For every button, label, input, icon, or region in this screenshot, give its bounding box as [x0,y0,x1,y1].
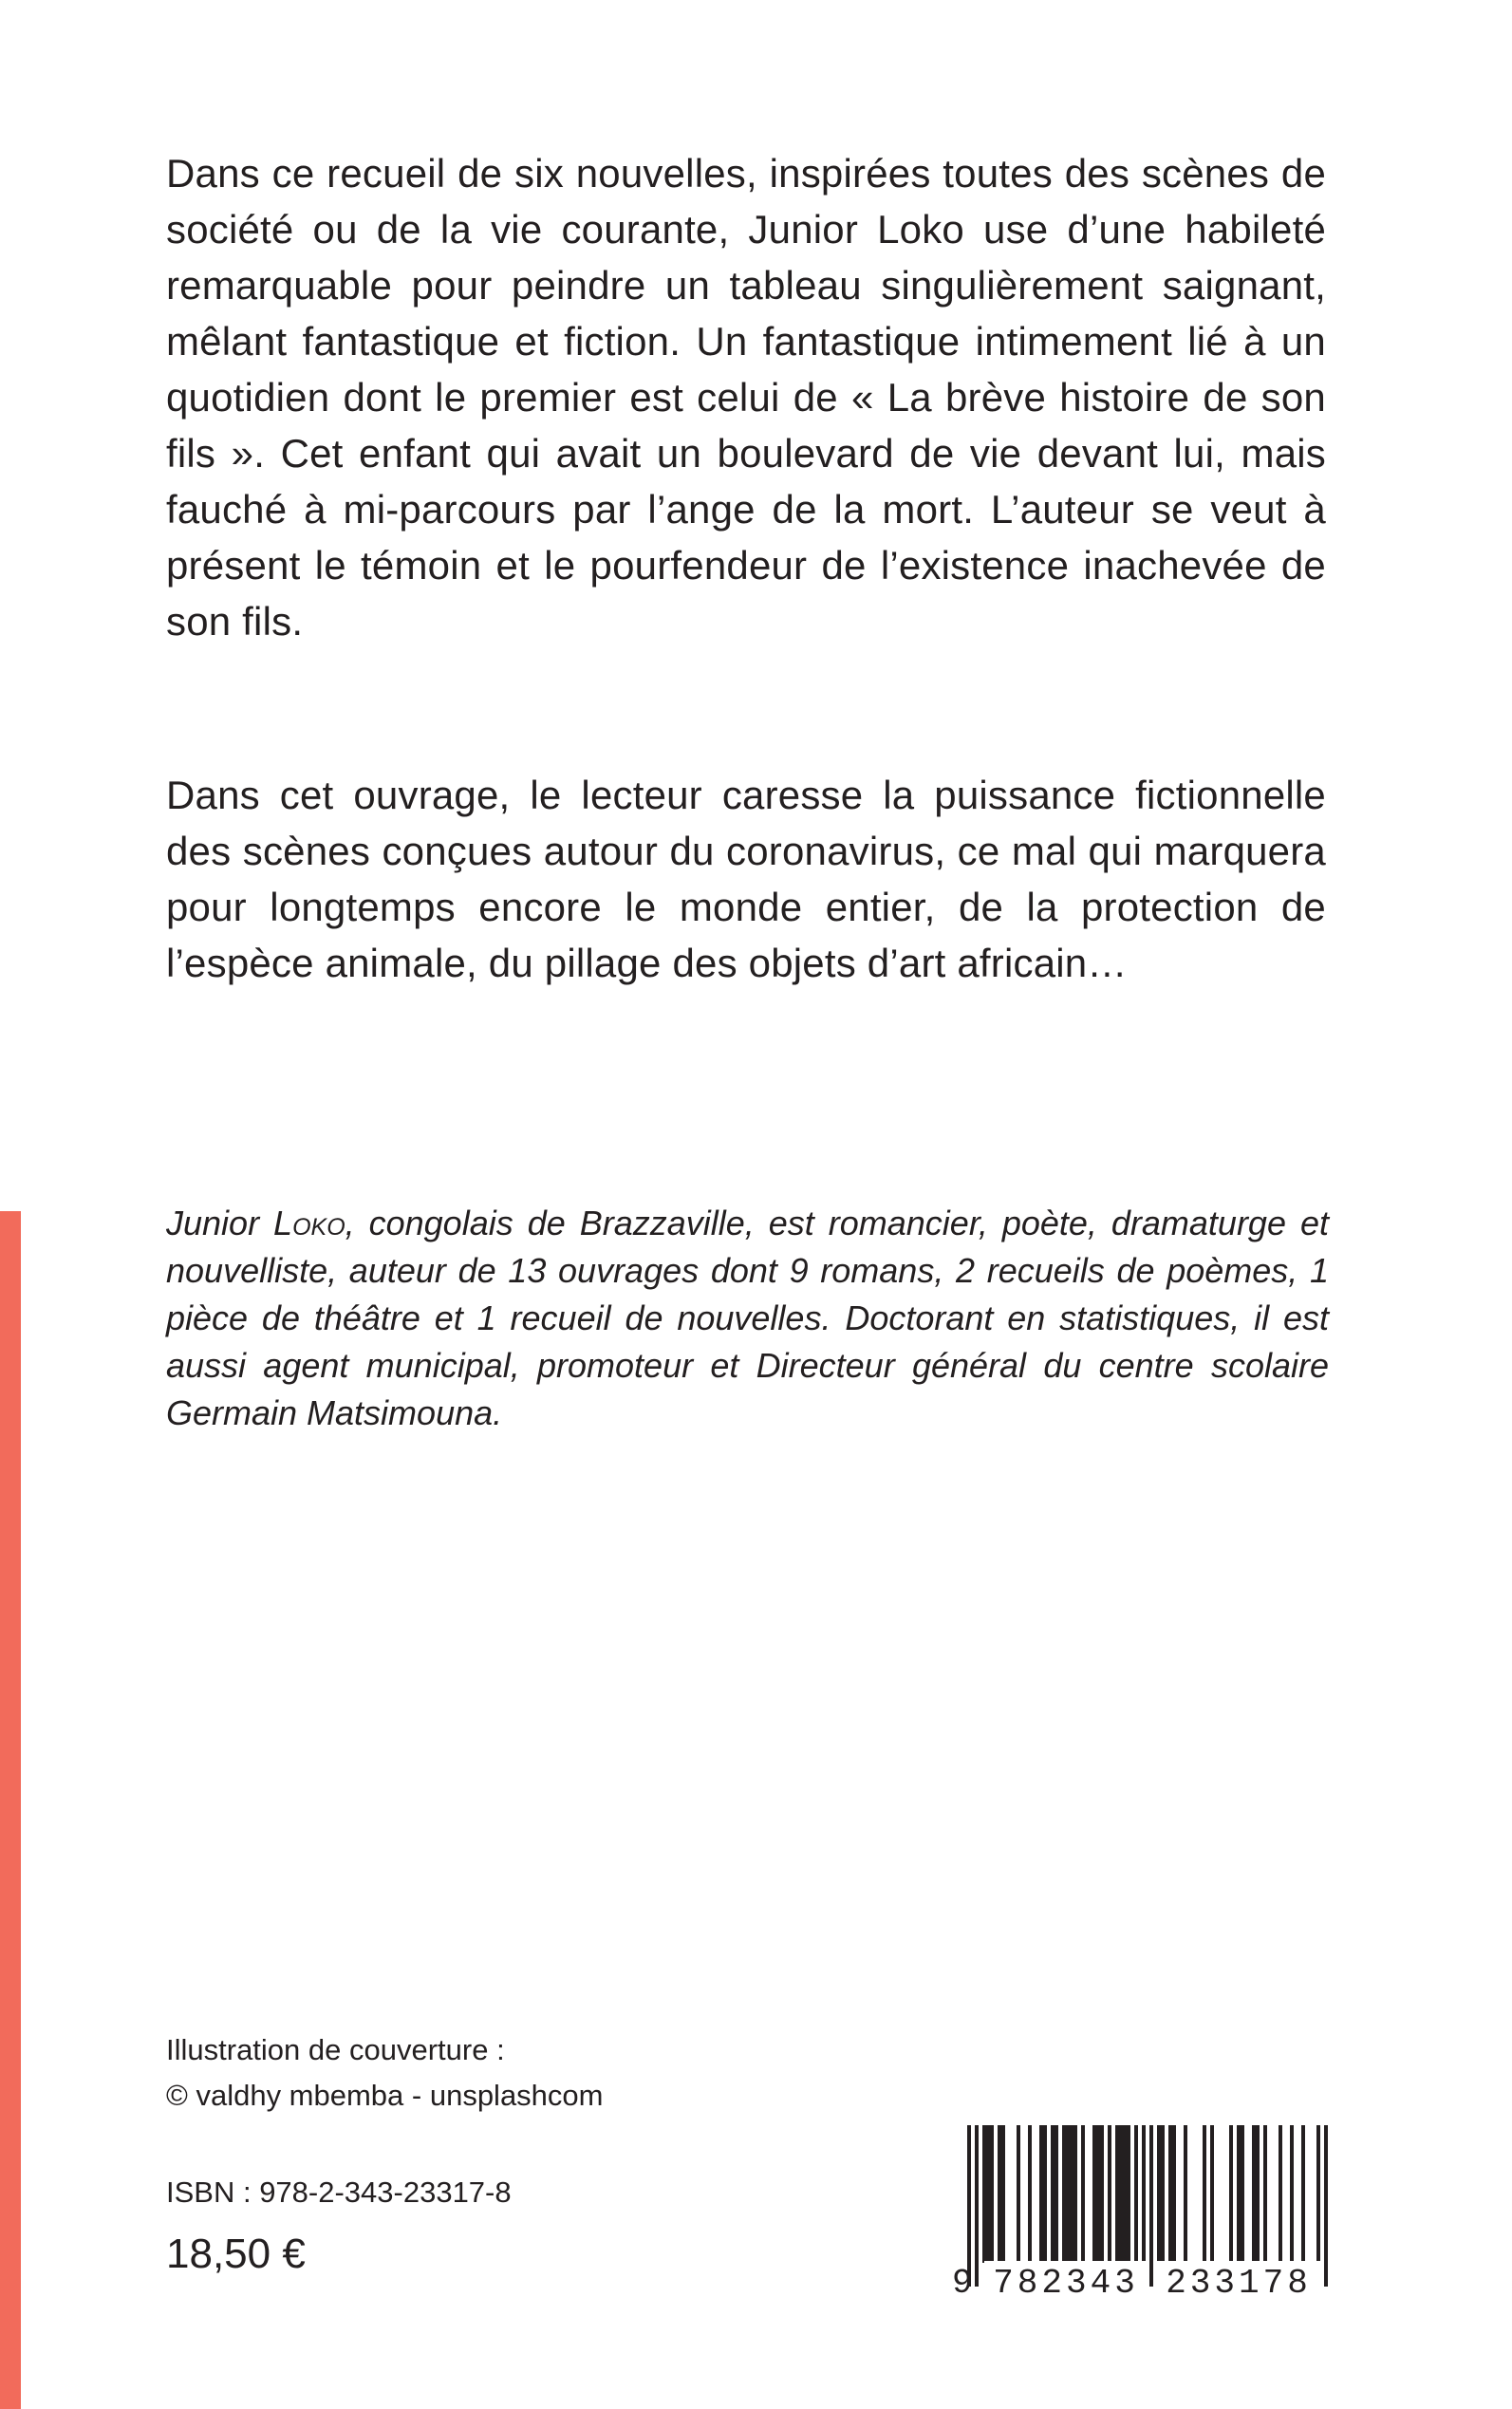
author-last-name: Loko [273,1204,345,1242]
blurb-paragraph-1: Dans ce recueil de six nouvelles, inspirées toutes des scènes de société ou de la vie courante, Junior Loko use d’une habileté remarquable pour peindre un tableau singulièrement saignant, mêlant fantastique et fiction. Un fantastique intimement lié à un quotidien dont le premier est celui de « La brève histoire de son fils ». Cet enfant qui avait un boulevard de vie devant lui, mais fauché à mi-parcours par l’ange de la mort. L’auteur se veut à présent le témoin et le pourfendeur de l’existence inachevée de son fils. [166,151,1326,644]
blurb-paragraph-2: Dans cet ouvrage, le lecteur caresse la puissance fictionnelle des scènes conçues autour du coronavirus, ce mal qui marquera pour longtemps encore le monde entier, de la protection de l’espèce animale, du pillage des objets d’art africain… [166,773,1326,985]
barcode-bar [1051,2125,1058,2263]
barcode-bar [1039,2125,1047,2263]
barcode-bar [1134,2125,1138,2263]
barcode-bar [1081,2125,1085,2263]
barcode-right-group: 233178 [1157,2261,1320,2306]
barcode-bar [998,2125,1005,2263]
barcode-bar [1092,2125,1104,2263]
barcode-lead-digit: 9 [952,2264,973,2303]
illustration-label: Illustration de couverture : [166,2033,505,2066]
barcode-bar [1028,2125,1032,2263]
barcode-bar [1184,2125,1187,2263]
barcode-bar [1229,2125,1233,2263]
barcode-bar [1115,2125,1130,2263]
author-bio-text: , congolais de Brazzaville, est romancier, poète, dramaturge et nouvelliste, auteur de 13 ouvrages dont 9 romans, 2 recueils de poèmes, 1 pièce de théâtre et 1 recueil de nouvelles. Doctorant en statistiques, il est aussi agent municipal, promoteur et Directeur général du centre scolaire Germain Matsimouna. [166,1204,1329,1432]
barcode-bar [1279,2125,1282,2263]
author-first-name: Junior [166,1204,260,1242]
barcode-bar [1263,2125,1267,2263]
cover-credits [166,2027,604,2119]
barcode-bar [1157,2125,1165,2263]
accent-bar [0,1211,21,2409]
barcode-bar [982,2125,994,2263]
barcode-bar [1210,2125,1214,2263]
barcode-bar [1290,2125,1294,2263]
barcode-bar [1108,2125,1111,2263]
barcode-bar [1017,2125,1020,2263]
illustration-credit: © valdhy mbemba - unsplashcom [166,2079,604,2112]
barcode-bar [1237,2125,1244,2263]
price: 18,50 € [166,2231,306,2277]
barcode-bar [1301,2125,1305,2263]
isbn: ISBN : 978-2-343-23317-8 [166,2176,512,2209]
barcode-bar [1203,2125,1206,2263]
barcode-bar [1252,2125,1260,2263]
author-bio [166,1200,1329,1437]
barcode-bar [1062,2125,1077,2263]
barcode-bar [1168,2125,1176,2263]
barcode-left-group: 782343 [984,2261,1148,2306]
barcode-digits [952,2261,1328,2306]
